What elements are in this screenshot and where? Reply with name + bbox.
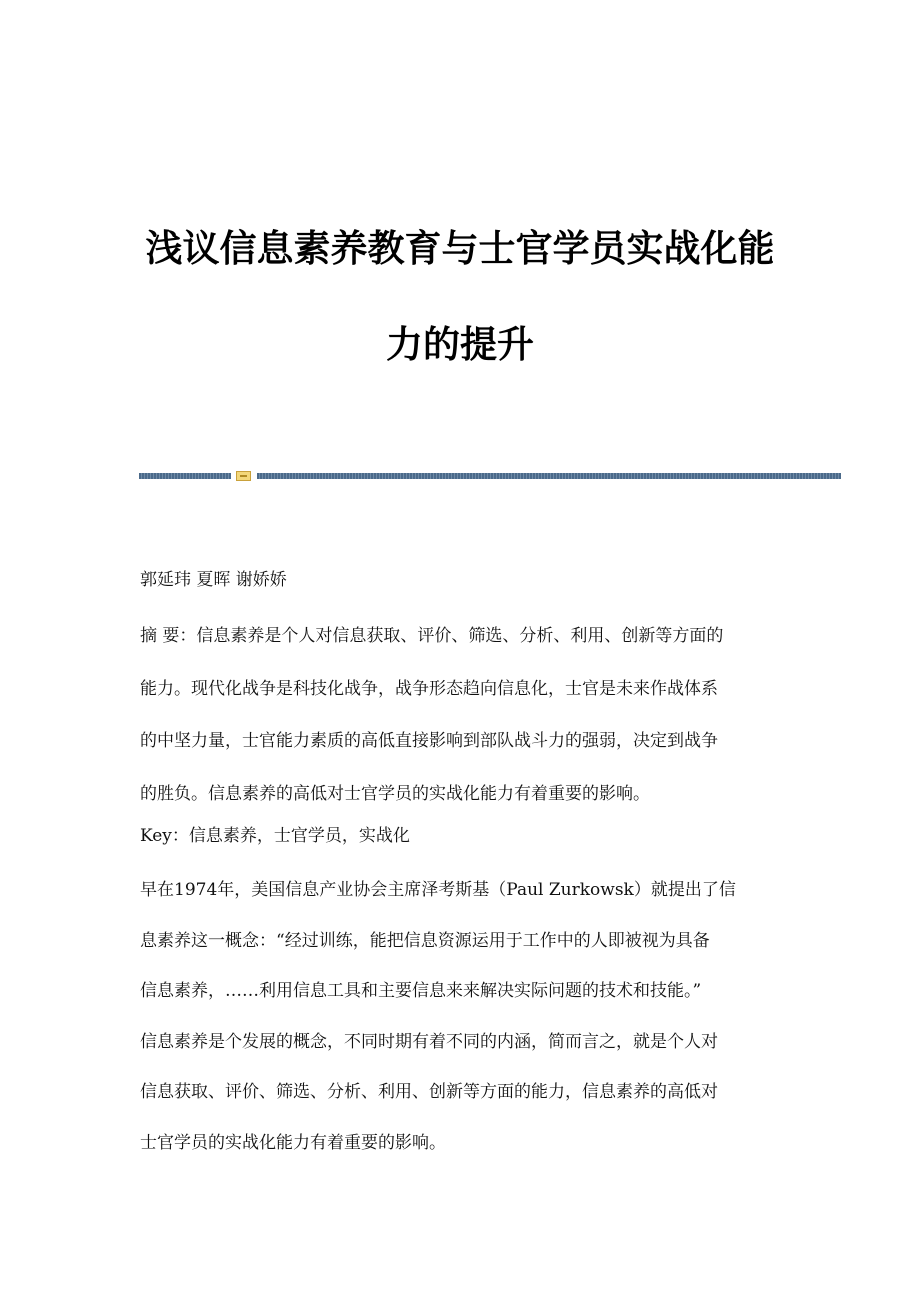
body-line: 信息素养是个发展的概念，不同时期有着不同的内涵，简而言之，就是个人对 bbox=[140, 1031, 718, 1052]
document-title-line-2: 力的提升 bbox=[386, 323, 534, 366]
abstract-line: 的中坚力量，士官能力素质的高低直接影响到部队战斗力的强弱，决定到战争 bbox=[140, 731, 718, 752]
authors: 郭延玮 夏晖 谢娇娇 bbox=[140, 570, 287, 590]
divider-ornament-icon bbox=[236, 471, 251, 481]
keywords: Key：信息素养，士官学员，实战化 bbox=[140, 826, 410, 846]
body-line: 息素养这一概念：“经过训练，能把信息资源运用于工作中的人即被视为具备 bbox=[140, 930, 710, 951]
body-line: 士官学员的实战化能力有着重要的影响。 bbox=[140, 1132, 446, 1153]
divider-bar-right bbox=[257, 473, 841, 479]
abstract-line: 的胜负。信息素养的高低对士官学员的实战化能力有着重要的影响。 bbox=[140, 784, 650, 805]
divider-bar-left bbox=[139, 473, 231, 479]
body-paragraph bbox=[140, 880, 780, 1183]
abstract-line: 摘 要：信息素养是个人对信息获取、评价、筛选、分析、利用、创新等方面的 bbox=[140, 626, 724, 646]
body-line: 信息获取、评价、筛选、分析、利用、创新等方面的能力，信息素养的高低对 bbox=[140, 1082, 718, 1102]
document-title-line-1: 浅议信息素养教育与士官学员实战化能 bbox=[145, 227, 775, 270]
body-line: 信息素养，……利用信息工具和主要信息来来解决实际问题的技术和技能。” bbox=[140, 981, 702, 1001]
abstract bbox=[140, 626, 780, 837]
body-line: 早在1974年，美国信息产业协会主席泽考斯基（Paul Zurkowsk）就提出了信 bbox=[140, 880, 736, 900]
title-divider bbox=[139, 471, 841, 481]
abstract-line: 能力。现代化战争是科技化战争，战争形态趋向信息化，士官是未来作战体系 bbox=[140, 678, 718, 699]
